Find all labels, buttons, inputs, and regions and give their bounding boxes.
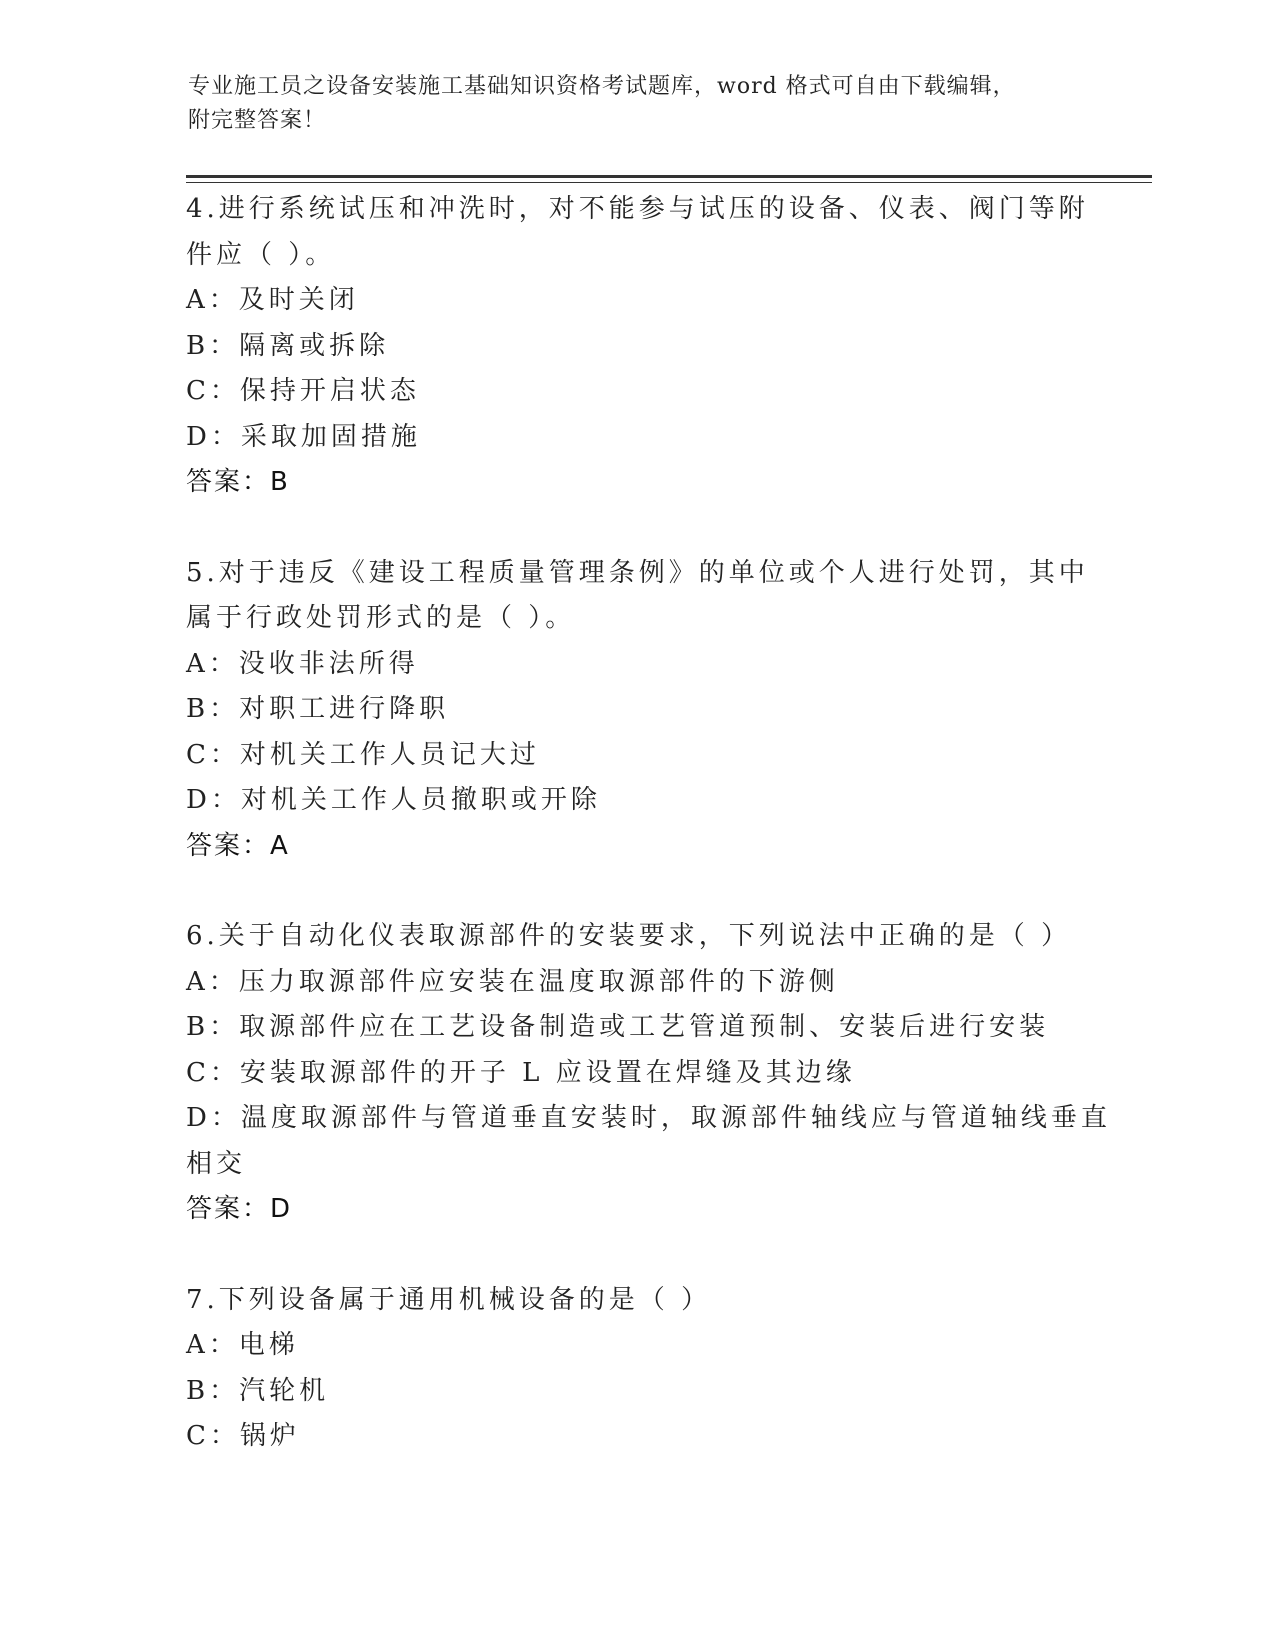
question-stem: 4.进行系统试压和冲洗时，对不能参与试压的设备、仪表、阀门等附: [186, 194, 1089, 224]
option-b: B：对职工进行降职: [186, 694, 450, 724]
option-a: A：及时关闭: [186, 285, 359, 315]
option-c: C：对机关工作人员记大过: [186, 739, 540, 770]
option-b: B：隔离或拆除: [186, 330, 390, 361]
question-stem: 7.下列设备属于通用机械设备的是（ ）: [186, 1284, 712, 1315]
option-d: D：温度取源部件与管道垂直安装时，取源部件轴线应与管道轴线垂直: [186, 1103, 1111, 1133]
question-spacer: [186, 869, 1086, 914]
option-b: B：取源部件应在工艺设备制造或工艺管道预制、安装后进行安装: [186, 1012, 1050, 1042]
option-a: A：压力取源部件应安装在温度取源部件的下游侧: [186, 966, 839, 997]
question-stem: 属于行政处罚形式的是（ ）。: [186, 603, 576, 633]
question-4: [186, 187, 1089, 506]
header-line: 附完整答案！: [188, 108, 327, 133]
question-spacer: [186, 1233, 1086, 1278]
option-b: B：汽轮机: [186, 1375, 330, 1406]
answer-label: 答案：A: [186, 830, 290, 861]
document-header: [188, 70, 1068, 138]
option-d-continuation: 相交: [186, 1148, 247, 1179]
option-c: C：锅炉: [186, 1421, 300, 1451]
question-stem: 件应（ ）。: [186, 239, 336, 270]
question-6: [186, 914, 1111, 1233]
option-d: D：采取加固措施: [186, 421, 421, 452]
question-7: [186, 1278, 1086, 1460]
question-spacer: [186, 506, 1086, 551]
header-divider-thick: [186, 175, 1152, 178]
question-list: [186, 187, 1111, 1460]
question-stem: 5.对于违反《建设工程质量管理条例》的单位或个人进行处罚，其中: [186, 557, 1089, 588]
option-a: A：电梯: [186, 1330, 299, 1360]
header-divider-thin: [186, 182, 1152, 183]
option-c: C：保持开启状态: [186, 376, 420, 406]
option-d: D：对机关工作人员撤职或开除: [186, 785, 601, 815]
header-line: 专业施工员之设备安装施工基础知识资格考试题库，word 格式可自由下载编辑，: [188, 74, 1016, 99]
answer-label: 答案：D: [186, 1194, 293, 1224]
answer-label: 答案：B: [186, 467, 290, 497]
question-5: [186, 551, 1089, 870]
question-stem: 6.关于自动化仪表取源部件的安装要求，下列说法中正确的是（ ）: [186, 921, 1072, 951]
option-c: C：安装取源部件的开子 L 应设置在焊缝及其边缘: [186, 1057, 856, 1088]
option-a: A：没收非法所得: [186, 648, 419, 679]
